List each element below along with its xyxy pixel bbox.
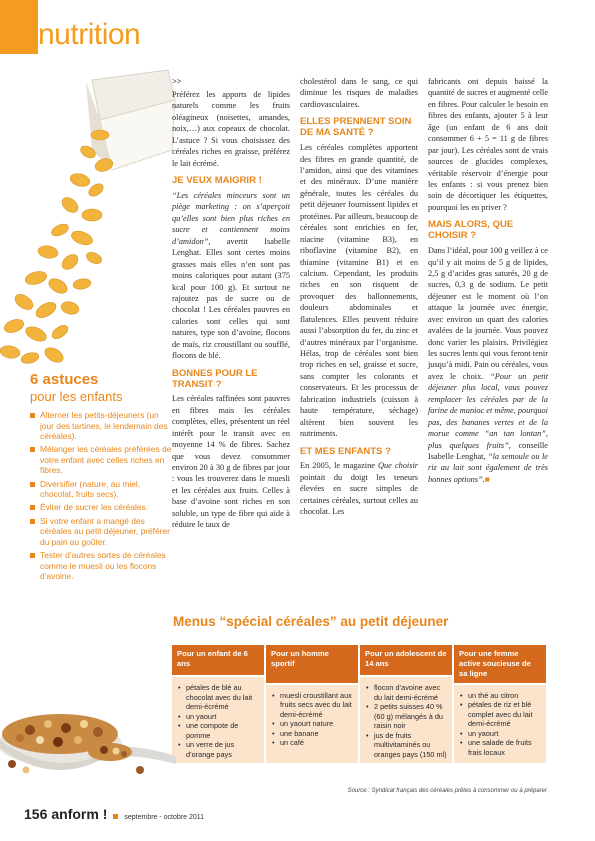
tip-item: Tester d’autres sortes de céréales comme le muesli ou les flocons d’avoine. [30, 550, 172, 581]
menu-item: • un yaourt nature [271, 719, 353, 728]
menu-item: • pétales de blé au chocolat avec du lait demi-écrémé [177, 683, 259, 711]
menu-item: • un verre de jus d’orange pays [177, 740, 259, 759]
tip-item: Alterner les petits-déjeuners (un jour des tartines, le lendemain des céréales). [30, 410, 172, 441]
article-paragraph: fabricants ont depuis baissé la quantité de sucres et augmenté celle en fibres. Pour calculer le besoin en fibres des enfants, ajouter 5 à leur âge (un enfant de 6 ans doit consommer 6 + 5 = 11 g de fibres par jour). Les céréales sont de vrais sources de glucides complexes, véritable réservoir d’énergie pour les enfants : si vous prenez bien soin de décortiquer les étiquettes, pourquoi les en priver ? [428, 77, 548, 212]
tip-item: Diversifier (nature, au miel, chocolat, fruits secs). [30, 479, 172, 500]
article-paragraph: cholestérol dans le sang, ce qui diminue les risques de maladies cardiovasculaires. [300, 77, 418, 109]
tips-box [30, 372, 172, 584]
tips-list [30, 410, 172, 581]
menu-item: • un yaourt [177, 712, 259, 721]
paragraph-text: conseille Isabelle Lenghat, [428, 440, 548, 461]
article-paragraph: Les céréales raffinées sont pauvres en fibres mais les céréales complètes, elles, présentent un réel intérêt pour le transit avec en moyenne 14 % de fibres. Sachez que vous devez consommer environ 20 à 30 g de fibres par jour : vous les trouverez dans le muesli et les céréales aux fruits. Celles à base d’avoine sont riches en son soluble, un type de fibre qui aide à réduire le taux de [172, 394, 290, 530]
cereal-flakes-illustration [0, 40, 180, 370]
menu-item: • un thé au citron [459, 691, 541, 700]
article-subheading: BONNES POUR LE TRANSIT ? [172, 367, 258, 390]
menu-section-title: Menus “spécial céréales” au petit déjeuner [173, 614, 449, 629]
page-footer [24, 806, 204, 822]
page-number: 156 [24, 806, 48, 822]
menu-column-header: Pour un homme sportif [266, 645, 358, 683]
article-paragraph [172, 190, 290, 362]
square-bullet-icon [113, 814, 118, 819]
menu-column-header: Pour un adolescent de 14 ans [360, 645, 452, 675]
issue-date: septembre - octobre 2011 [124, 814, 204, 821]
article-paragraph [300, 460, 418, 517]
magazine-title: Que choisir [378, 461, 418, 471]
menu-item: • 2 petits suisses 40 % (60 g) mélangés à du raisin noir [365, 702, 447, 730]
tips-subtitle: pour les enfants [30, 388, 123, 404]
quote-text: “Les céréales minceurs sont un piège marketing : on s’aperçoit qu’elles sont bien plus riches en sucre et contiennent moins d’amidon”, [172, 191, 290, 246]
article-subheading: ELLES PRENNENT SOIN DE MA SANTÉ ? [300, 116, 412, 139]
article-subheading: JE VEUX MAIGRIR ! [172, 175, 262, 187]
menu-column-header: Pour un enfant de 6 ans [172, 645, 264, 675]
menu-item: • une banane [271, 729, 353, 738]
quote-text: “Pour un petit déjeuner plus local, vous pouvez remplacer les céréales par de la farine de manioc et même, pourquoi pas, des bananes vertes et de la morue comme “an tan lontan”, plus quelques fruits”, [428, 371, 548, 450]
magazine-name: anform ! [51, 806, 108, 822]
menu-column-body [266, 685, 358, 763]
menu-column [360, 645, 452, 763]
source-note: Source : Syndicat français des céréales prêtes à consommer ou à préparer [347, 788, 547, 794]
menu-table [172, 645, 546, 763]
paragraph-text: En 2005, le magazine [300, 461, 379, 471]
menu-column-body [360, 677, 452, 763]
menu-item: • flocon d’avoine avec du lait demi-écrémé [365, 683, 447, 702]
paragraph-text: pointait du doigt les teneurs élevées en sucre simples de certaines céréales, surtout celles au chocolat. Les [300, 472, 418, 517]
article-paragraph: Préférez les apports de lipides naturels comme les fruits oléagineux (noisettes, amandes, noix,…) aux copeaux de chocolat. L’astuce ? Si vous choisissez des céréales riches en graisse, préférez le lait écrémé. [172, 90, 290, 168]
menu-column-header: Pour une femme active soucieuse de sa ligne [454, 645, 546, 683]
article-subheading: MAIS ALORS, QUE CHOISIR ? [428, 219, 514, 242]
continued-mark: >> [172, 77, 182, 86]
section-rubric: nutrition [38, 18, 141, 51]
menu-item: • un yaourt [459, 729, 541, 738]
article-column-3 [428, 76, 548, 485]
tip-item: Éviter de sucrer les céréales. [30, 502, 172, 512]
paragraph-text: Dans l’idéal, pour 100 g veillez à ce qu’il y ait moins de 5 g de lipides, 2,5 g d’acides gras saturés, 20 g de sucres, 0,3 g de sodium. Le petit déjeuner est le moment où l’on attaque la journée avec énergie, avec environ un quart des calories avalées de la journée. Vous pouvez donc varier les plaisirs. Privilégiez les sucres lents qui vous feront tenir jusqu’à midi. Pain ou céréales, vous avez le choix. [428, 246, 548, 381]
article-subheading: ET MES ENFANTS ? [300, 445, 391, 457]
menu-item: • une compote de pomme [177, 721, 259, 740]
tip-item: Mélanger les céréales préférées de votre enfant avec celles riches en fibres. [30, 444, 172, 475]
article-paragraph [428, 245, 548, 485]
menu-column-body [454, 685, 546, 763]
tip-item: Si votre enfant a mangé des céréales au petit déjeuner, préférer du pain au goûter. [30, 516, 172, 547]
menu-item: • muesli croustillant aux fruits secs avec du lait demi-écrémé [271, 691, 353, 719]
menu-item: • un café [271, 738, 353, 747]
menu-column [172, 645, 264, 763]
article-column-2 [300, 76, 418, 518]
menu-column [266, 645, 358, 763]
tips-title: 6 astuces [30, 371, 99, 388]
menu-item: • une salade de fruits frais locaux [459, 738, 541, 757]
menu-item: • jus de fruits multivitaminés ou oranges pays (150 ml) [365, 731, 447, 759]
menu-item: • pétales de riz et blé complet avec du lait demi-écrémé [459, 700, 541, 728]
menu-column [454, 645, 546, 763]
menu-column-body [172, 677, 264, 763]
article-column-1 [172, 76, 290, 531]
quote-text: “la semoule ou le riz au lait sont également de très bonnes options”. [428, 451, 548, 484]
muesli-bowl-illustration [0, 652, 176, 787]
article-paragraph: Les céréales complètes apportent des fibres en grande quantité, de l’amidon, ainsi que des vitamines et des minéraux. D’une manière générale, toutes les céréales du petit déjeuner fournissent lipides et protéines. Par ailleurs, beaucoup de céréales sont enrichies en fer, niacine (vitamine B3), en riboflavine (vitamine B2), en thiamine (vitamine B1) et en calcium. Cependant, les produits riches en son risquent de provoquer des ballonnements, douleurs abdominales et flatulences. Elles peuvent réduire aussi l’absorption du fer, du zinc et d’autres minéraux par l’organisme. Hélas, trop de céréales sont bien trop riches en sel, graisse et sucre, sans compter les colorants et conservateurs. Et les processus de fabrication industriels (cuisson à haute température, séchage) altèrent bien souvent les nutriments. [300, 143, 418, 439]
paragraph-text: avertit Isabelle Lenghat. Elles sont certes moins grasses mais elles n’en sont pas moins caloriques pour autant (375 kcal pour 100 g). Et surtout ne rajoutez pas de sucre ou de chocolat ! Les céréales pauvres en calories sont celles qui sont natures, type son d’avoine, flocons de maïs, riz croustillant ou soufflé, flocons de blé. [172, 236, 290, 361]
end-mark: ■ [484, 474, 490, 484]
